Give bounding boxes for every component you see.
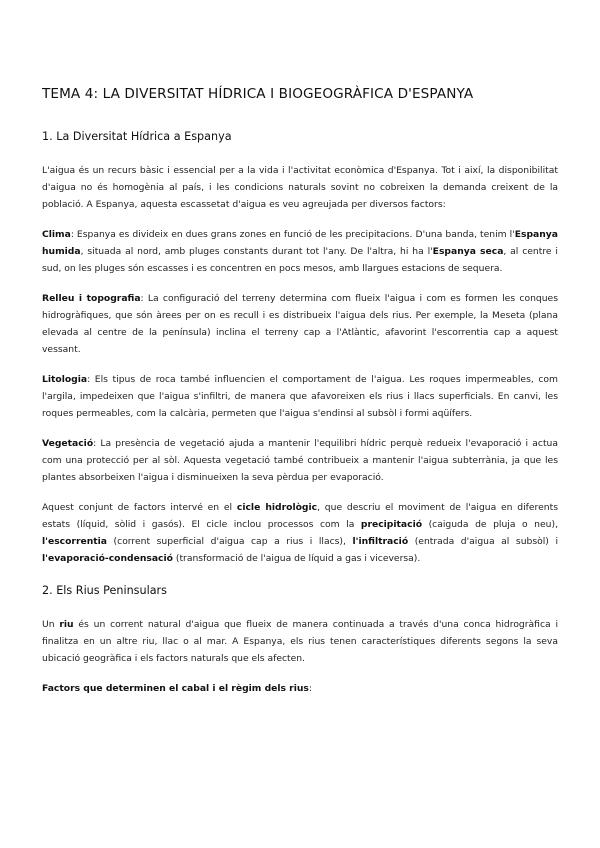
section-2-heading: 2. Els Rius Peninsulars [42,584,167,597]
document-title: TEMA 4: LA DIVERSITAT HÍDRICA I BIOGEOGRÀFICA D'ESPANYA [42,86,474,102]
term-escorrentia: l'escorrentia [42,536,107,547]
section-2-intro: Un riu és un corrent natural d'aigua que flueix de manera continuada a través d'una conca hidrogràfica i finalitza en un altre riu, llac o al mar. A Espanya, els rius tenen característiques diferents segons la seva ubicació geogràfica i els factors naturals que els afecten. [42,619,558,664]
label-relleu: Relleu i topografia [42,293,141,304]
term-evaporacio-condensacio: l'evaporació-condensació [42,553,173,564]
label-clima: Clima [42,229,71,240]
term-cicle-hidrologic: cicle hidrològic [236,502,318,513]
paragraph-vegetacio: Vegetació: La presència de vegetació ajuda a mantenir l'equilibri hídric perquè redueix l'evaporació i actua com una protecció per al sòl. Aquesta vegetació també contribueix a mantenir l'aigua subterrània, ja que les plantes absorbeixen l'aigua i disminueixen la seva pèrdua per evaporació. [42,438,558,483]
term-infiltracio: l'infiltració [352,536,409,547]
label-vegetacio: Vegetació [42,438,94,449]
paragraph-relleu: Relleu i topografia: La configuració del terreny determina com flueix l'aigua i com es formen les conques hidrogràfiques, que són àrees per on es recull i es distribueix l'aigua dels rius. Per exemple, la Meseta (plana elevada al centre de la península) inclina el terreny cap a l'Atlàntic, afavorint l'escorrentia cap a aquest vessant. [42,293,558,355]
paragraph-litologia: Litologia: Els tipus de roca també influencien el comportament de l'aigua. Les roques impermeables, com l'argila, impedeixen que l'aigua s'infiltri, de manera que afavoreixen els rius i llacs superficials. En canvi, les roques permeables, com la calcària, permeten que l'aigua s'endinsi al subsòl i formi aqüífers. [42,374,558,419]
label-litologia: Litologia [42,374,88,385]
term-espanya-humida: Espanya humida [42,229,558,257]
term-espanya-seca: Espanya seca [432,246,504,257]
term-precipitacio: precipitació [360,519,423,530]
paragraph-clima: Clima: Espanya es divideix en dues grans zones en funció de les precipitacions. D'una banda, tenim l'Espanya humida, situada al nord, amb pluges constants durant tot l'any. De l'altra, hi ha l'Espanya seca, al centre i sud, on les pluges són escasses i es concentren en pocs mesos, amb llargues estacions de sequera. [42,229,558,274]
term-riu: riu [59,619,74,630]
section-1-heading: 1. La Diversitat Hídrica a Espanya [42,130,232,143]
factors-heading: Factors que determinen el cabal i el règim dels rius: [42,683,312,694]
paragraph-cicle-hidrologic: Aquest conjunt de factors intervé en el cicle hidrològic, que descriu el moviment de l'aigua en diferents estats (líquid, sòlid i gasós). El cicle inclou processos com la precipitació (caiguda de pluja o neu), l'escorrentia (corrent superficial d'aigua cap a rius i llacs), l'infiltració (entrada d'aigua al subsòl) i l'evaporació-condensació (transformació de l'aigua de líquid a gas i viceversa). [42,502,559,564]
section-1-intro: L'aigua és un recurs bàsic i essencial per a la vida i l'activitat econòmica d'Espanya. Tot i així, la disponibilitat d'aigua no és homogènia al país, i les condicions naturals sovint no cobreixen la demanda creixent de la població. A Espanya, aquesta escassetat d'aigua es veu agreujada per diversos factors: [42,165,558,210]
